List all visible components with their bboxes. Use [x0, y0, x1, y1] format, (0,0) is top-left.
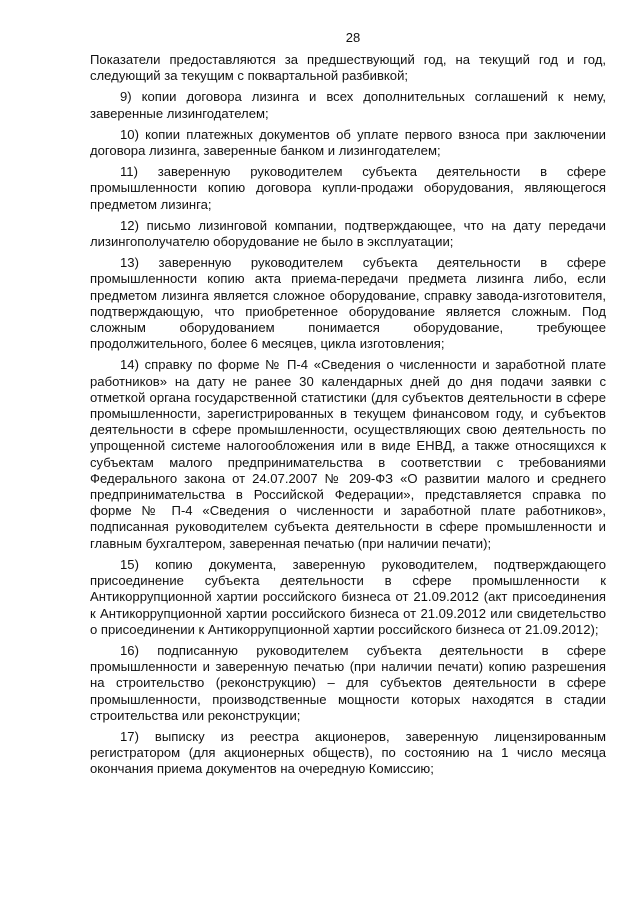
paragraph-item-10: 10) копии платежных документов об уплате первого взноса при заключении договора лизинга, заверенные банком и лизингодателем; [90, 126, 606, 159]
paragraph-item-17: 17) выписку из реестра акционеров, заверенную лицензированным регистратором (для акционерных обществ), по состоянию на 1 число месяца окончания приема документов на очередную Комиссию; [90, 728, 606, 777]
paragraph-item-12: 12) письмо лизинговой компании, подтверждающее, что на дату передачи лизингополучателю оборудование не было в эксплуатации; [90, 217, 606, 250]
paragraph-item-14: 14) справку по форме № П-4 «Сведения о численности и заработной плате работников» на дату не ранее 30 календарных дней до дня подачи заявки с отметкой органа государственной статистики (для субъектов деятельности в сфере промышленности, зарегистрированных в текущем финансовом году, и субъектов деятельности в сфере промышленности, осуществляющих свою деятельность по упрощенной системе налогообложения или в виде ЕНВД, а также относящихся к субъектам малого предпринимательства в соответствии с требованиями Федерального закона от 24.07.2007 № 209-ФЗ «О развитии малого и среднего предпринимательства в Российской Федерации», представляется справка по форме № П-4 «Сведения о численности и заработной плате работников», подписанная руководителем субъекта деятельности в сфере промышленности и главным бухгалтером, заверенная печатью (при наличии печати); [90, 357, 606, 551]
page-number: 28 [345, 30, 361, 45]
paragraph-item-15: 15) копию документа, заверенную руководителем, подтверждающего присоединение субъекта деятельности в сфере промышленности к Антикоррупционной хартии российского бизнеса от 21.09.2012 (акт присоединения к Антикоррупционной хартии российского бизнеса от 21.09.2012 или свидетельство о присоединении к Антикоррупционной хартии российского бизнеса от 21.09.2012); [90, 556, 606, 637]
paragraph-item-16: 16) подписанную руководителем субъекта деятельности в сфере промышленности и заверенную печатью (при наличии печати) копию разрешения на строительство (реконструкцию) – для субъектов деятельности в сфере промышленности, производственные мощности которых находятся в стадии строительства или реконструкции; [90, 642, 606, 723]
paragraph-item-11: 11) заверенную руководителем субъекта деятельности в сфере промышленности копию договора купли-продажи оборудования, являющегося предметом лизинга; [90, 164, 606, 212]
paragraph-indicators-note: Показатели предоставляются за предшествующий год, на текущий год и год, следующий за текущим с поквартальной разбивкой; [90, 52, 606, 84]
paragraph-item-9: 9) копии договора лизинга и всех дополнительных соглашений к нему, заверенные лизингодателем; [90, 89, 606, 121]
paragraph-item-13: 13) заверенную руководителем субъекта деятельности в сфере промышленности копию акта приема-передачи предмета лизинга либо, если предметом лизинга является сложное оборудование, справку завода-изготовителя, подтверждающую, что приобретенное оборудование является сложным. Под сложным оборудованием понимается оборудование, требующее продолжительного, более 6 месяцев, цикла изготовления; [90, 255, 606, 352]
